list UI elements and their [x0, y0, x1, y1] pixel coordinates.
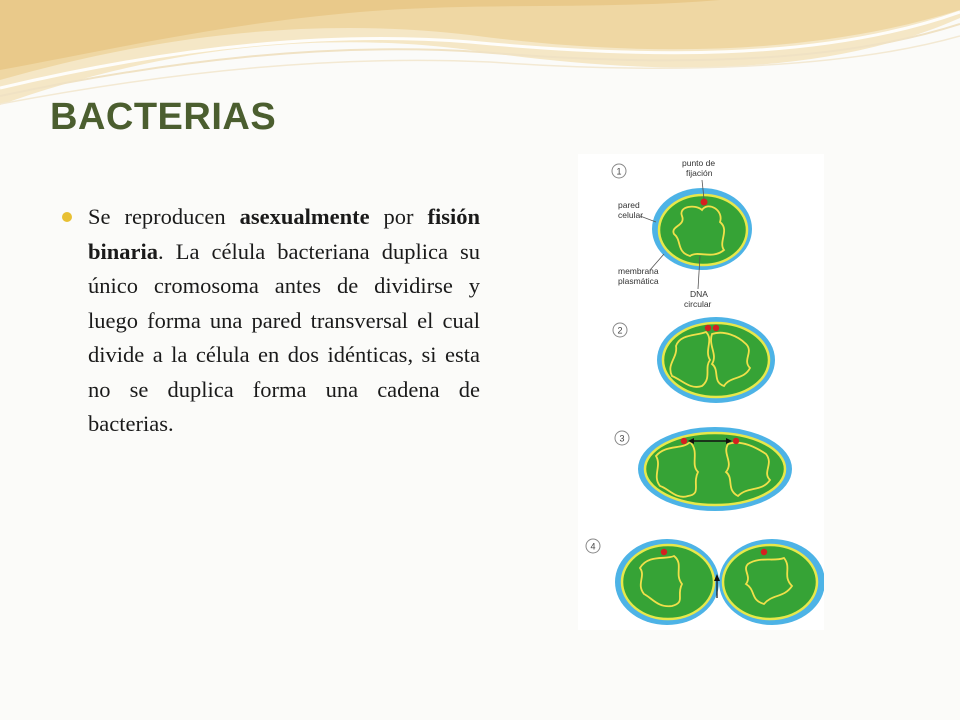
- label-celular: celular: [618, 210, 644, 220]
- slide-title: BACTERIAS: [50, 96, 277, 138]
- bullet-text-part: . La célula bacteriana duplica su único cromosoma antes de dividirse y luego forma una pared transversal el cual divide a la célula en dos idénticas, si esta no se duplica forma una cadena de bacterias.: [88, 238, 480, 436]
- attachment-point: [705, 325, 711, 331]
- plasma-membrane: [645, 433, 785, 505]
- attachment-point: [701, 199, 708, 206]
- attachment-point: [761, 549, 767, 555]
- step-1: [612, 158, 752, 309]
- step-number: 2: [617, 325, 623, 336]
- label-fijacion: fijación: [686, 168, 713, 178]
- attachment-point: [713, 325, 719, 331]
- bullet-bold-asexual: asexualmente: [239, 204, 370, 229]
- step-3: [615, 427, 792, 511]
- label-circular: circular: [684, 299, 712, 309]
- step-number: 4: [590, 541, 596, 552]
- label-dna: DNA: [690, 289, 708, 299]
- plasma-membrane: [723, 545, 817, 619]
- attachment-point: [733, 438, 739, 444]
- plasma-membrane: [622, 545, 714, 619]
- label-membrana: membrana: [618, 266, 659, 276]
- step-number: 1: [616, 166, 622, 177]
- step-number: 3: [619, 433, 625, 444]
- label-pared: pared: [618, 200, 640, 210]
- attachment-point: [661, 549, 667, 555]
- label-punto: punto de: [682, 158, 716, 168]
- attachment-point: [681, 438, 687, 444]
- bullet-bold-fission: fisión binaria: [88, 204, 480, 264]
- bullet-dot-icon: [62, 212, 72, 222]
- label-plasmatica: plasmática: [618, 276, 659, 286]
- step-4: [586, 539, 824, 625]
- bullet-item: [62, 200, 480, 442]
- step-2: [613, 317, 775, 403]
- binary-fission-diagram: [578, 154, 824, 630]
- bullet-text-part: Se reproducen: [88, 204, 240, 229]
- bullet-text: [88, 200, 480, 442]
- bullet-text-part: por: [369, 204, 428, 229]
- plasma-membrane: [663, 323, 769, 397]
